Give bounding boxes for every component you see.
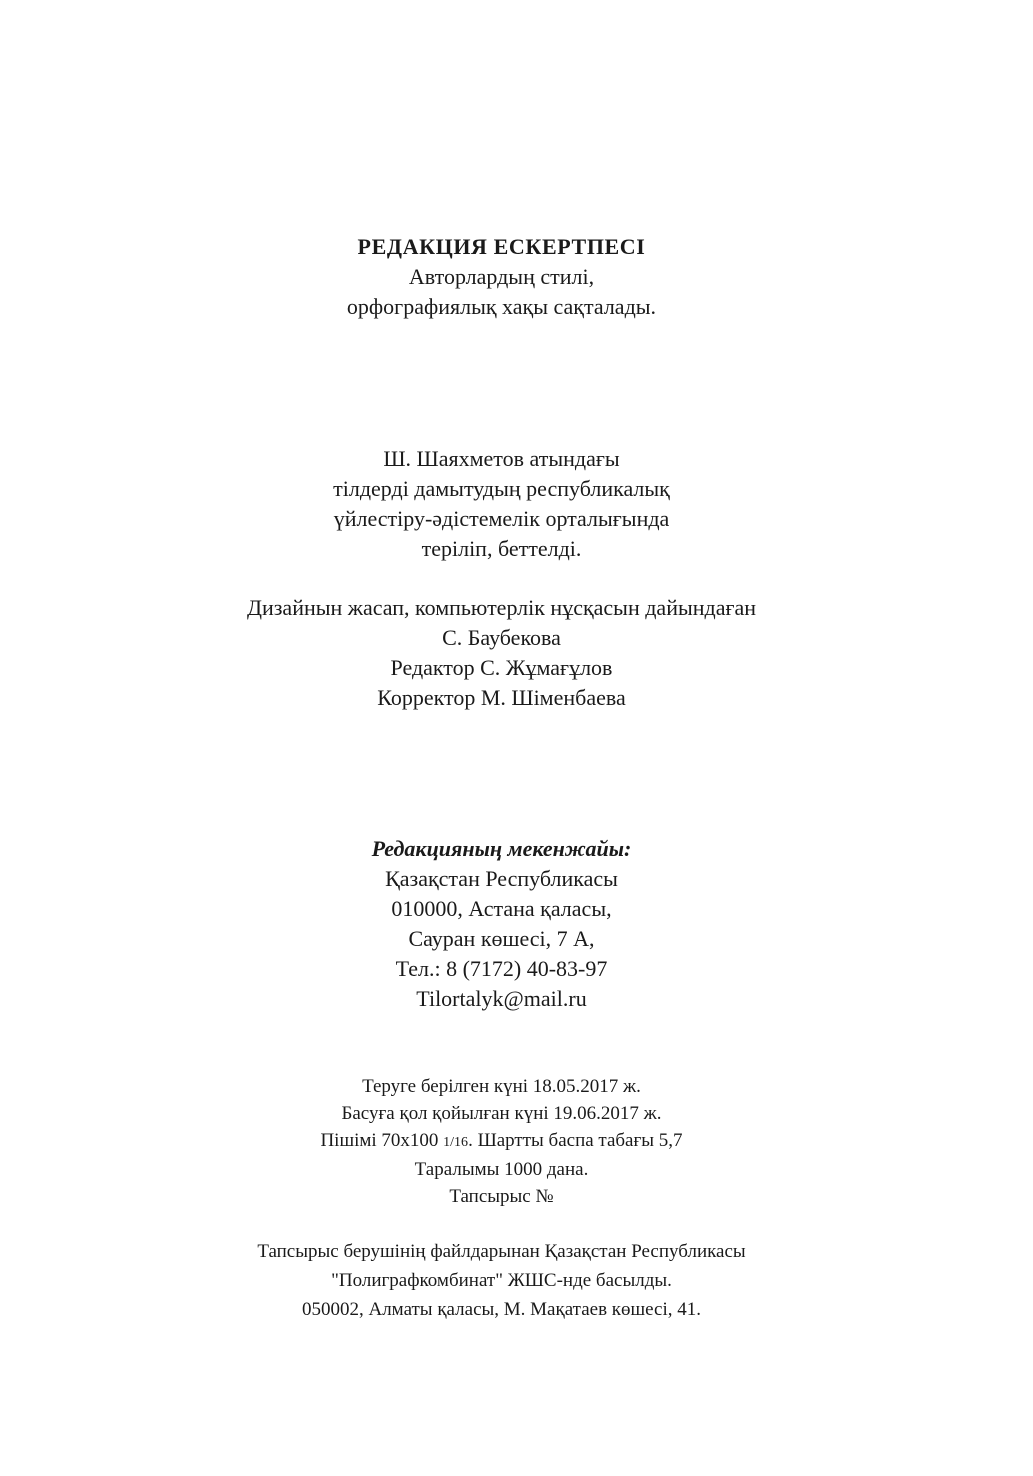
printer-line: Тапсырыс берушінің файлдарынан Қазақстан Республикасы bbox=[257, 1241, 746, 1262]
order-line: Тапсырыс № bbox=[449, 1186, 554, 1207]
designer-credit: Дизайнын жасап, компьютерлік нұсқасын дайындаған bbox=[246, 595, 757, 620]
typeset-line: Ш. Шаяхметов атындағы bbox=[383, 446, 620, 471]
format-line bbox=[0, 1127, 1003, 1156]
address-line: 010000, Астана қаласы, bbox=[391, 896, 612, 921]
designer-name: С. Баубекова bbox=[442, 625, 561, 650]
typeset-line: теріліп, беттелді. bbox=[421, 536, 582, 561]
printer-line: "Полиграфкомбинат" ЖШС-нде басылды. bbox=[331, 1270, 672, 1291]
printer-address: 050002, Алматы қаласы, М. Мақатаев көшесі, 41. bbox=[301, 1299, 702, 1320]
format-prefix: Пішімі 70x100 bbox=[320, 1130, 444, 1151]
printer-info bbox=[0, 1237, 1003, 1324]
corrector-credit: Корректор М. Шіменбаева bbox=[377, 685, 626, 710]
typeset-line: тілдерді дамытудың республикалық bbox=[333, 476, 670, 501]
typeset-line: үйлестіру-әдістемелік орталығында bbox=[333, 506, 670, 531]
email-line: Tilortalyk@mail.ru bbox=[416, 986, 587, 1011]
editorial-note-line: орфографиялық хақы сақталады. bbox=[346, 294, 657, 319]
address-line: Қазақстан Республикасы bbox=[385, 866, 618, 891]
editorial-note-line: Авторлардың стилі, bbox=[408, 264, 595, 289]
signed-date: Басуға қол қойылған күні 19.06.2017 ж. bbox=[341, 1103, 662, 1124]
circulation-line: Таралымы 1000 дана. bbox=[414, 1159, 589, 1180]
print-details bbox=[0, 1073, 1003, 1210]
editorial-address bbox=[0, 834, 1003, 1014]
phone-line: Тел.: 8 (7172) 40-83-97 bbox=[395, 956, 608, 981]
editorial-note-heading: РЕДАКЦИЯ ЕСКЕРТПЕСІ bbox=[357, 234, 646, 259]
typeset-info bbox=[0, 444, 1003, 564]
submitted-date: Теруге берілген күні 18.05.2017 ж. bbox=[362, 1076, 641, 1097]
format-fraction: 1/16 bbox=[443, 1135, 469, 1150]
editor-credit: Редактор С. Жұмағұлов bbox=[390, 655, 613, 680]
address-line: Сауран көшесі, 7 А, bbox=[408, 926, 595, 951]
editorial-note bbox=[0, 232, 1003, 322]
address-heading: Редакцияның мекенжайы: bbox=[371, 836, 632, 861]
credits bbox=[0, 593, 1003, 713]
format-suffix: . Шартты баспа табағы 5,7 bbox=[468, 1130, 683, 1151]
